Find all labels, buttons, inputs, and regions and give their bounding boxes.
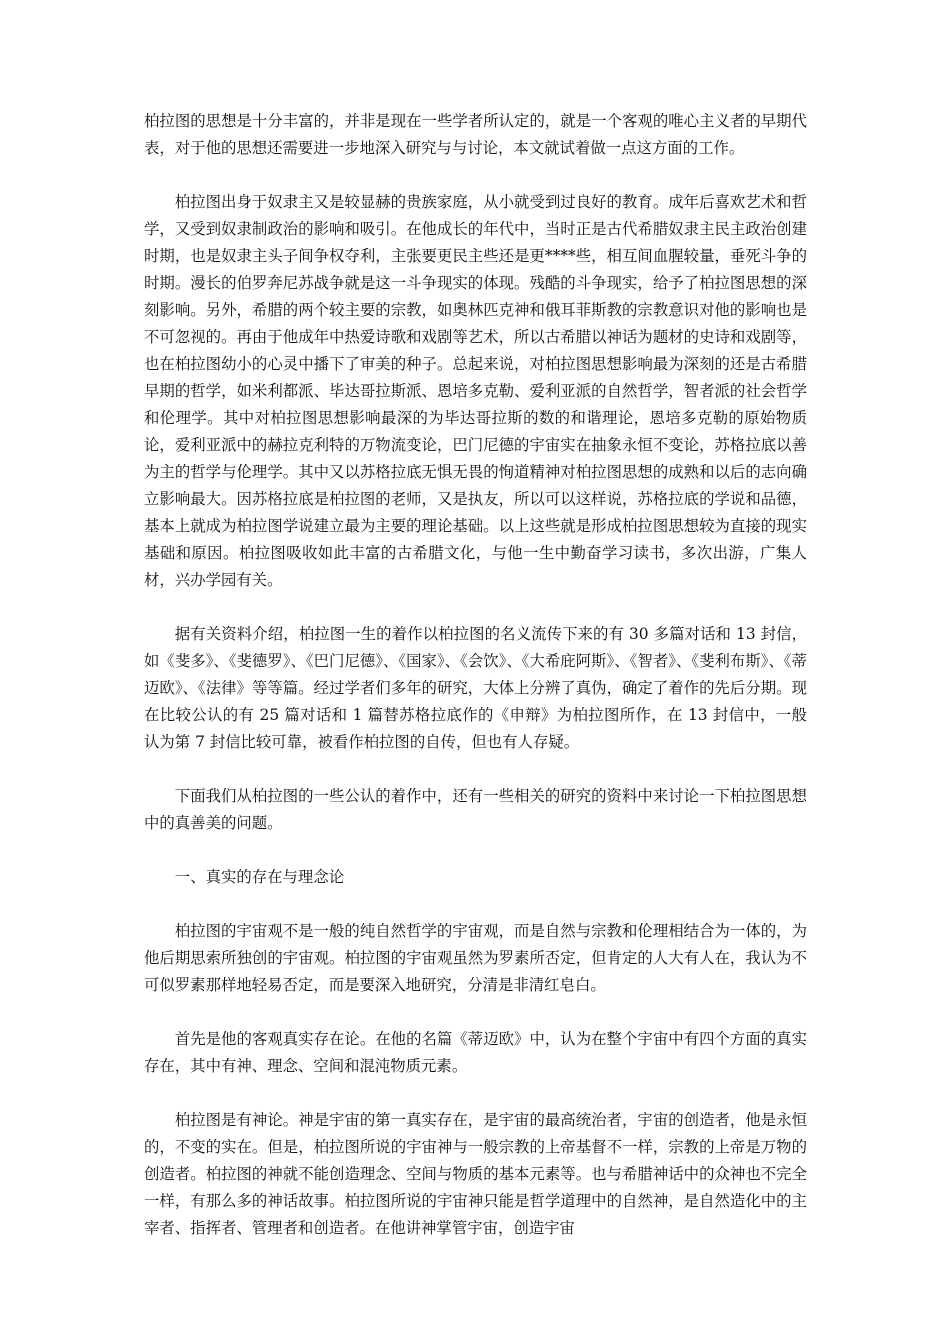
- section-heading: 一、真实的存在与理念论: [174, 868, 345, 886]
- paragraph-background: 柏拉图出身于奴隶主又是较显赫的贵族家庭，从小就受到过良好的教育。成年后喜欢艺术和哲学，又受到奴隶制政治的影响和吸引。在他成长的年代中，当时正是古代希腊奴隶主民主政治创建时期，也是奴隶主头子间争权夺利，主张要更民主些还是更****些，相互间血腥较量，垂死斗争的时期。漫长的伯罗奔尼苏战争就是这一斗争现实的体现。残酷的斗争现实，给予了柏拉图思想的深刻影响。另外，希腊的两个较主要的宗教，如奥林匹克神和俄耳菲斯教的宗教意识对他的影响也是不可忽视的。再由于他成年中热爱诗歌和戏剧等艺术，所以古希腊以神话为题材的史诗和戏剧等，也在柏拉图幼小的心灵中播下了审美的种子。总起来说，对柏拉图思想影响最为深刻的还是古希腊早期的哲学，如米利都派、毕达哥拉斯派、恩培多克勒、爱利亚派的自然哲学，智者派的社会哲学和伦理学。其中对柏拉图思想影响最深的为毕达哥拉斯的数的和谐理论，恩培多克勒的原始物质论，爱利亚派中的赫拉克利特的万物流变论，巴门尼德的宇宙实在抽象永恒不变论，苏格拉底以善为主的哲学与伦理学。其中又以苏格拉底无惧无畏的恂道精神对柏拉图思想的成熟和以后的志向确立影响最大。因苏格拉底是柏拉图的老师，又是执友，所以可以这样说，苏格拉底的学说和品德，基本上就成为柏拉图学说建立最为主要的理论基础。以上这些就是形成柏拉图思想较为直接的现实基础和原因。柏拉图吸收如此丰富的古希腊文化，与他一生中勤奋学习读书，多次出游，广集人材，兴办学园有关。: [144, 193, 807, 589]
- document-body: [144, 108, 807, 1269]
- paragraph-works: 据有关资料介绍，柏拉图一生的着作以柏拉图的名义流传下来的有 30 多篇对话和 13 封信，如《斐多》、《斐德罗》、《巴门尼德》、《国家》、《会饮》、《大希庇阿斯》、《智者》、《斐利布斯》、《蒂迈欧》、《法律》等等篇。经过学者们多年的研究，大体上分辨了真伪，确定了着作的先后分期。现在比较公认的有 25 篇对话和 1 篇替苏格拉底作的《申辩》为柏拉图所作，在 13 封信中，一般认为第 7 封信比较可靠，被看作柏拉图的自传，但也有人存疑。: [144, 625, 807, 751]
- paragraph-transition: 下面我们从柏拉图的一些公认的着作中，还有一些相关的研究的资料中来讨论一下柏拉图思想中的真善美的问题。: [144, 787, 807, 832]
- paragraph-existence: 首先是他的客观真实存在论。在他的名篇《蒂迈欧》中，认为在整个宇宙中有四个方面的真实存在，其中有神、理念、空间和混沌物质元素。: [144, 1030, 807, 1075]
- paragraph-intro: 柏拉图的思想是十分丰富的，并非是现在一些学者所认定的，就是一个客观的唯心主义者的早期代表，对于他的思想还需要进一步地深入研究与与讨论，本文就试着做一点这方面的工作。: [144, 112, 807, 157]
- paragraph-theism: 柏拉图是有神论。神是宇宙的第一真实存在，是宇宙的最高统治者，宇宙的创造者，他是永恒的，不变的实在。但是，柏拉图所说的宇宙神与一般宗教的上帝基督不一样，宗教的上帝是万物的创造者。柏拉图的神就不能创造理念、空间与物质的基本元素等。也与希腊神话中的众神也不完全一样，有那么多的神话故事。柏拉图所说的宇宙神只能是哲学道理中的自然神，是自然造化中的主宰者、指挥者、管理者和创造者。在他讲神掌管宇宙，创造宇宙: [144, 1111, 807, 1237]
- paragraph-cosmology: 柏拉图的宇宙观不是一般的纯自然哲学的宇宙观，而是自然与宗教和伦理相结合为一体的，为他后期思索所独创的宇宙观。柏拉图的宇宙观虽然为罗素所否定，但肯定的人大有人在，我认为不可似罗素那样地轻易否定，而是要深入地研究，分清是非清红皂白。: [144, 922, 807, 994]
